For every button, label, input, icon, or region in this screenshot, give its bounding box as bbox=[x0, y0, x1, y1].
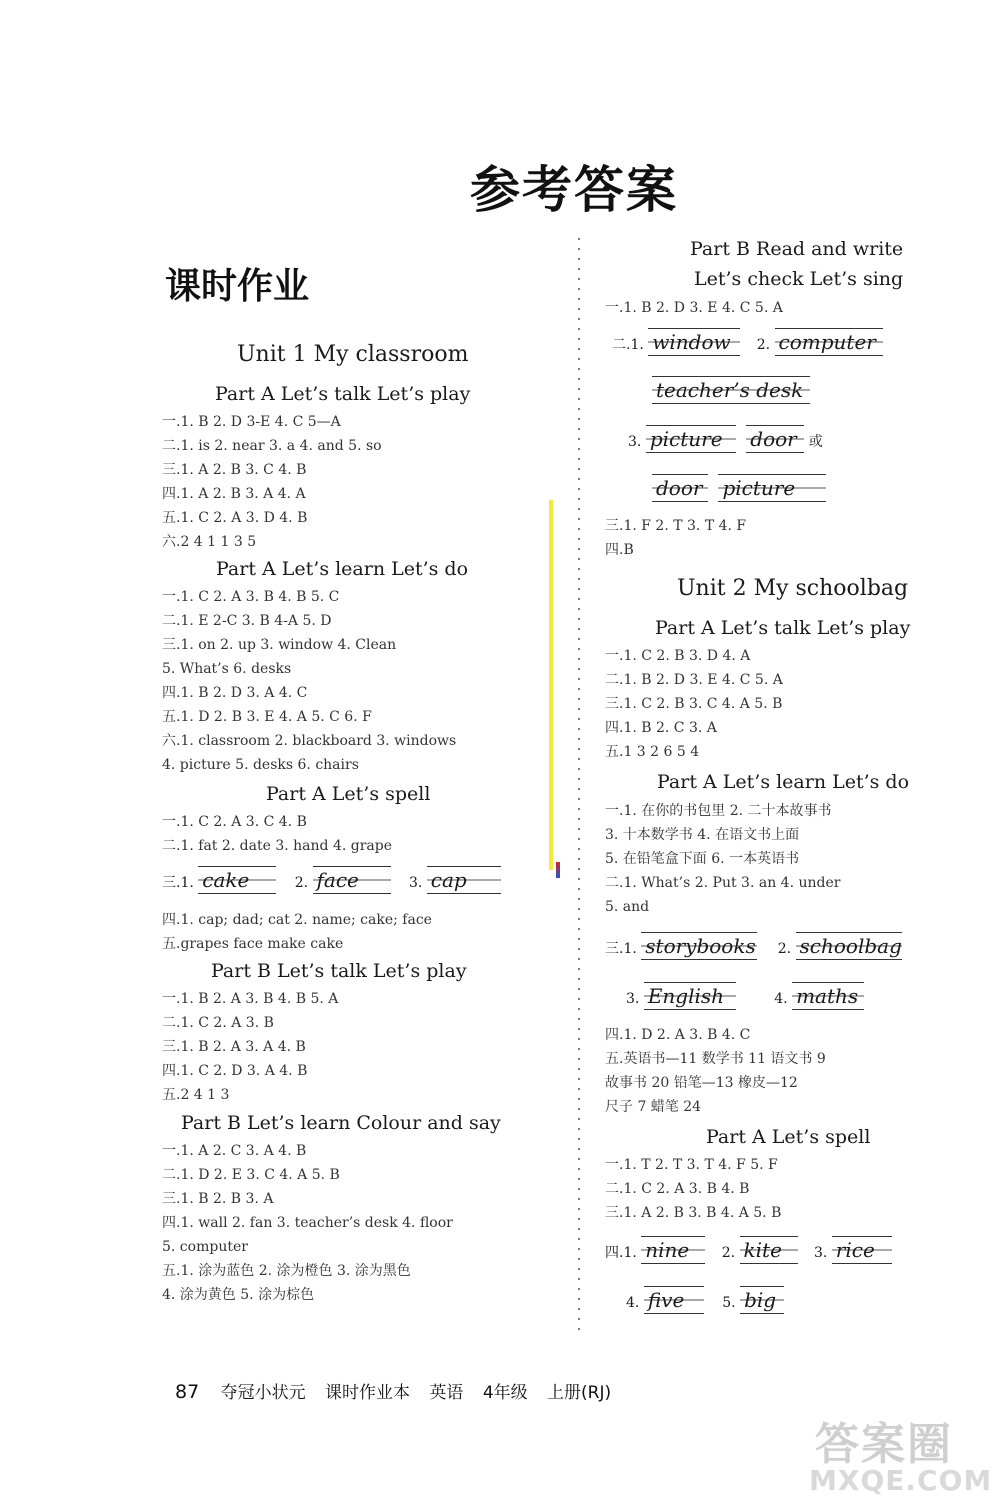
answer-line: 四.1. wall 2. fan 3. teacher’s desk 4. floor bbox=[162, 1215, 453, 1231]
answer-number: 2. bbox=[294, 875, 309, 891]
answer-line: 二.1. C 2. A 3. B 4. B bbox=[605, 1181, 750, 1197]
part-heading: Part A Let’s learn Let’s do bbox=[657, 771, 910, 793]
handwriting-row bbox=[162, 866, 501, 894]
answer-number: 5. bbox=[722, 1295, 736, 1311]
answer-line: 故事书 20 铅笔—13 橡皮—12 bbox=[605, 1075, 798, 1091]
answer-line: 5. computer bbox=[162, 1239, 248, 1255]
handwriting-row bbox=[612, 328, 883, 356]
center-divider bbox=[576, 238, 582, 1338]
answer-line: 五.英语书—11 数学书 11 语文书 9 bbox=[605, 1051, 826, 1067]
handwritten-answer: English bbox=[644, 982, 736, 1010]
answer-line: 六.2 4 1 1 3 5 bbox=[162, 534, 257, 550]
answer-line: 二.1. is 2. near 3. a 4. and 5. so bbox=[162, 438, 382, 454]
answer-number: 3. bbox=[408, 875, 423, 891]
answer-line: 三.1. on 2. up 3. window 4. Clean bbox=[162, 637, 397, 653]
handwritten-answer: rice bbox=[832, 1236, 892, 1264]
answer-block bbox=[162, 1139, 453, 1307]
answer-number: 3. bbox=[626, 991, 640, 1007]
answer-block bbox=[162, 810, 392, 858]
answer-line: 三.1. B 2. A 3. A 4. B bbox=[162, 1039, 306, 1055]
handwriting-row bbox=[605, 1236, 892, 1264]
answer-number: 三.1. bbox=[605, 941, 637, 957]
answer-line: 一.1. B 2. A 3. B 4. B 5. A bbox=[162, 991, 339, 1007]
part-heading: Part B Let’s talk Let’s play bbox=[211, 960, 467, 982]
handwriting-row bbox=[605, 932, 902, 960]
answer-line: 二.1. fat 2. date 3. hand 4. grape bbox=[162, 838, 392, 854]
answer-line: 二.1. What’s 2. Put 3. an 4. under bbox=[605, 875, 841, 891]
part-heading: Part A Let’s talk Let’s play bbox=[655, 617, 911, 639]
answer-block bbox=[605, 1153, 781, 1225]
answer-line: 五.1 3 2 6 5 4 bbox=[605, 744, 700, 760]
answer-line: 一.1. C 2. B 3. D 4. A bbox=[605, 648, 751, 664]
answer-line: 四.1. cap; dad; cat 2. name; cake; face bbox=[162, 912, 432, 928]
answer-number: 2. bbox=[777, 941, 792, 957]
answer-line: 四.1. C 2. D 3. A 4. B bbox=[162, 1063, 308, 1079]
handwriting-row bbox=[626, 1286, 784, 1314]
answer-number: 2. bbox=[721, 1245, 736, 1261]
answer-line: 四.B bbox=[605, 542, 634, 558]
answer-line: 4. 涂为黄色 5. 涂为棕色 bbox=[162, 1287, 315, 1303]
answer-block bbox=[162, 410, 382, 554]
answer-line: 一.1. B 2. D 3. E 4. C 5. A bbox=[605, 300, 783, 316]
answer-block bbox=[605, 799, 840, 919]
answer-line: 一.1. 在你的书包里 2. 二十本故事书 bbox=[605, 803, 832, 819]
answer-line: 二.1. B 2. D 3. E 4. C 5. A bbox=[605, 672, 783, 688]
handwritten-answer: door bbox=[652, 474, 708, 502]
answer-line: 四.1. B 2. D 3. A 4. C bbox=[162, 685, 308, 701]
page-number: 87 bbox=[175, 1381, 200, 1403]
footer-grade: 4年级 bbox=[482, 1383, 528, 1403]
answer-line: 二.1. D 2. E 3. C 4. A 5. B bbox=[162, 1167, 340, 1183]
footer-volume: 上册(RJ) bbox=[547, 1383, 612, 1403]
footer-book: 课时作业本 bbox=[325, 1383, 410, 1403]
handwritten-answer: schoolbag bbox=[796, 932, 902, 960]
handwriting-row bbox=[652, 376, 810, 404]
highlighter-mark bbox=[549, 500, 553, 870]
answer-line: 五.2 4 1 3 bbox=[162, 1087, 230, 1103]
answer-block bbox=[605, 514, 746, 562]
answer-line: 四.1. A 2. B 3. A 4. A bbox=[162, 486, 306, 502]
or-label: 或 bbox=[808, 434, 823, 450]
answer-line: 5. What’s 6. desks bbox=[162, 661, 292, 677]
answer-line: 五.1. D 2. B 3. E 4. A 5. C 6. F bbox=[162, 709, 372, 725]
highlighter-tip bbox=[556, 862, 560, 878]
answer-line: 二.1. E 2-C 3. B 4-A 5. D bbox=[162, 613, 332, 629]
page-footer bbox=[175, 1378, 625, 1403]
part-heading: Part B Read and write bbox=[690, 238, 904, 260]
answer-line: 尺子 7 蜡笔 24 bbox=[605, 1099, 702, 1115]
answer-number: 四.1. bbox=[605, 1245, 637, 1261]
answer-block bbox=[162, 987, 338, 1107]
part-subheading: Let’s check Let’s sing bbox=[694, 268, 904, 290]
handwritten-answer: picture bbox=[718, 474, 826, 502]
answer-block bbox=[605, 1023, 826, 1119]
footer-subject: 英语 bbox=[429, 1383, 464, 1403]
answer-number: 3. bbox=[813, 1245, 828, 1261]
handwritten-answer: five bbox=[644, 1286, 704, 1314]
answer-line: 三.1. C 2. B 3. C 4. A 5. B bbox=[605, 696, 783, 712]
watermark-text: 答案圈 bbox=[815, 1419, 953, 1470]
answer-number: 4. bbox=[626, 1295, 640, 1311]
footer-brand: 夺冠小状元 bbox=[220, 1383, 306, 1403]
handwritten-answer: kite bbox=[740, 1236, 798, 1264]
answer-line: 一.1. C 2. A 3. B 4. B 5. C bbox=[162, 589, 340, 605]
answer-line: 二.1. C 2. A 3. B bbox=[162, 1015, 274, 1031]
answer-line: 三.1. A 2. B 3. C 4. B bbox=[162, 462, 307, 478]
handwritten-answer: cap bbox=[427, 866, 501, 894]
handwriting-row bbox=[626, 982, 864, 1010]
section-title: 课时作业 bbox=[165, 266, 310, 307]
answer-number: 二.1. bbox=[612, 337, 644, 353]
answer-number: 三.1. bbox=[162, 875, 194, 891]
answer-line: 三.1. B 2. B 3. A bbox=[162, 1191, 274, 1207]
handwritten-answer: big bbox=[740, 1286, 784, 1314]
handwritten-answer: storybooks bbox=[641, 932, 757, 960]
part-heading: Part A Let’s spell bbox=[266, 783, 431, 805]
answer-number: 3. bbox=[628, 434, 642, 450]
part-heading: Part A Let’s spell bbox=[706, 1126, 871, 1148]
unit-2-heading: Unit 2 My schoolbag bbox=[677, 576, 909, 601]
answer-line: 一.1. C 2. A 3. C 4. B bbox=[162, 814, 307, 830]
watermark-logo bbox=[805, 1408, 995, 1503]
handwritten-answer: computer bbox=[775, 328, 883, 356]
handwritten-answer: picture bbox=[646, 425, 736, 453]
answer-line: 5. 在铅笔盒下面 6. 一本英语书 bbox=[605, 851, 800, 867]
page-title: 参考答案 bbox=[470, 161, 678, 219]
unit-1-heading: Unit 1 My classroom bbox=[237, 342, 469, 367]
answer-line: 四.1. B 2. C 3. A bbox=[605, 720, 717, 736]
answer-line: 3. 十本数学书 4. 在语文书上面 bbox=[605, 827, 800, 843]
answer-block bbox=[162, 908, 432, 956]
handwritten-answer: teacher’s desk bbox=[652, 376, 810, 404]
handwritten-answer: maths bbox=[792, 982, 864, 1010]
answer-line: 一.1. A 2. C 3. A 4. B bbox=[162, 1143, 307, 1159]
answer-number: 2. bbox=[756, 337, 771, 353]
answer-line: 三.1. F 2. T 3. T 4. F bbox=[605, 518, 747, 534]
part-heading: Part B Let’s learn Colour and say bbox=[181, 1112, 501, 1134]
answer-line: 一.1. T 2. T 3. T 4. F 5. F bbox=[605, 1157, 778, 1173]
answer-line: 五.1. C 2. A 3. D 4. B bbox=[162, 510, 308, 526]
answer-block bbox=[162, 585, 456, 777]
handwritten-answer: window bbox=[648, 328, 740, 356]
watermark-url: MXQE.COM bbox=[809, 1464, 993, 1497]
answer-line: 五.1. 涂为蓝色 2. 涂为橙色 3. 涂为黑色 bbox=[162, 1263, 411, 1279]
part-heading: Part A Let’s talk Let’s play bbox=[215, 383, 471, 405]
answer-line: 五.grapes face make cake bbox=[162, 936, 344, 952]
answer-line: 四.1. D 2. A 3. B 4. C bbox=[605, 1027, 751, 1043]
handwritten-answer: cake bbox=[198, 866, 276, 894]
answer-line: 三.1. A 2. B 3. B 4. A 5. B bbox=[605, 1205, 782, 1221]
answer-block bbox=[605, 644, 783, 764]
handwritten-answer: face bbox=[313, 866, 391, 894]
handwriting-row bbox=[628, 425, 823, 453]
answer-line: 4. picture 5. desks 6. chairs bbox=[162, 757, 359, 773]
answer-line: 5. and bbox=[605, 899, 650, 915]
answer-number: 4. bbox=[774, 991, 788, 1007]
handwritten-answer: nine bbox=[641, 1236, 705, 1264]
answer-line: 六.1. classroom 2. blackboard 3. windows bbox=[162, 733, 457, 749]
handwritten-answer: door bbox=[746, 425, 804, 453]
part-heading: Part A Let’s learn Let’s do bbox=[216, 558, 469, 580]
handwriting-row bbox=[652, 474, 826, 502]
answer-line: 一.1. B 2. D 3-E 4. C 5—A bbox=[162, 414, 341, 430]
